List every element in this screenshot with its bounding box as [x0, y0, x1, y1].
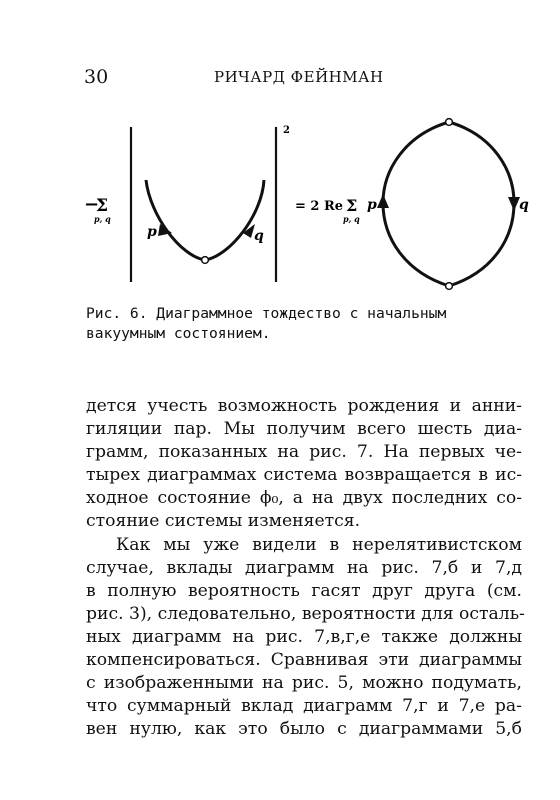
text-line: что суммарный вклад диаграмм 7,г и 7,е ра-: [86, 696, 522, 717]
right-sum-subscript: p, q: [343, 214, 360, 224]
bottom-vertex-node: [446, 283, 453, 290]
text-line: в полную вероятность гасят друг друга (см.: [86, 580, 522, 601]
text-line: с изображенными на рис. 5, можно подумать,: [86, 673, 522, 694]
text-line: Как мы уже видели в нерелятивистском: [116, 534, 522, 555]
right-sum-symbol: Σ: [346, 196, 358, 215]
label-p: p: [147, 224, 157, 240]
left-sum-subscript: p, q: [94, 214, 111, 224]
text-line: рис. 3), следовательно, вероятности для осталь-: [86, 603, 525, 624]
vacuum-loop: [383, 122, 514, 286]
text-line: ходное состояние ϕ₀, а на двух последних со-: [86, 488, 522, 509]
vertex-node: [202, 257, 209, 264]
running-title: РИЧАРД ФЕЙНМАН: [214, 68, 384, 86]
squared-exponent: 2: [283, 125, 290, 136]
text-line: дется учесть возможность рождения и анни-: [86, 396, 522, 416]
figure-caption: [86, 304, 522, 344]
caption-line: вакуумным состоянием.: [86, 325, 271, 342]
top-vertex-node: [446, 119, 453, 126]
text-line: гиляции пар. Мы получим всего шесть диа-: [86, 419, 522, 440]
text-line: ных диаграмм на рис. 7,в,г,е также должны: [86, 626, 522, 647]
equals-two-re: = 2 Re: [295, 199, 344, 214]
arrow-up: [377, 194, 389, 208]
text-line: случае, вклады диаграмм на рис. 7,б и 7,д: [86, 557, 522, 578]
text-line: компенсироваться. Сравнивая эти диаграммы: [86, 650, 522, 671]
text-line: вен нулю, как это было с диаграммами 5,б: [86, 719, 522, 740]
pair-creation-curve: [146, 180, 264, 260]
text-line: стояние системы изменяется.: [86, 511, 361, 532]
feynman-diagram-figure: [0, 0, 560, 300]
page-number: 30: [84, 66, 109, 88]
right-label-p: p: [367, 197, 377, 213]
right-label-q: q: [519, 197, 529, 213]
text-line: грамм, показанных на рис. 7. На первых че-: [86, 442, 522, 463]
left-minus: −: [84, 194, 100, 215]
text-line: тырех диаграммах система возвращается в ис-: [86, 465, 522, 486]
label-q: q: [254, 228, 264, 244]
body-text: [86, 395, 525, 741]
left-sum-symbol: Σ: [96, 196, 109, 216]
caption-line: Рис. 6. Диаграммное тождество с начальным: [86, 305, 447, 322]
